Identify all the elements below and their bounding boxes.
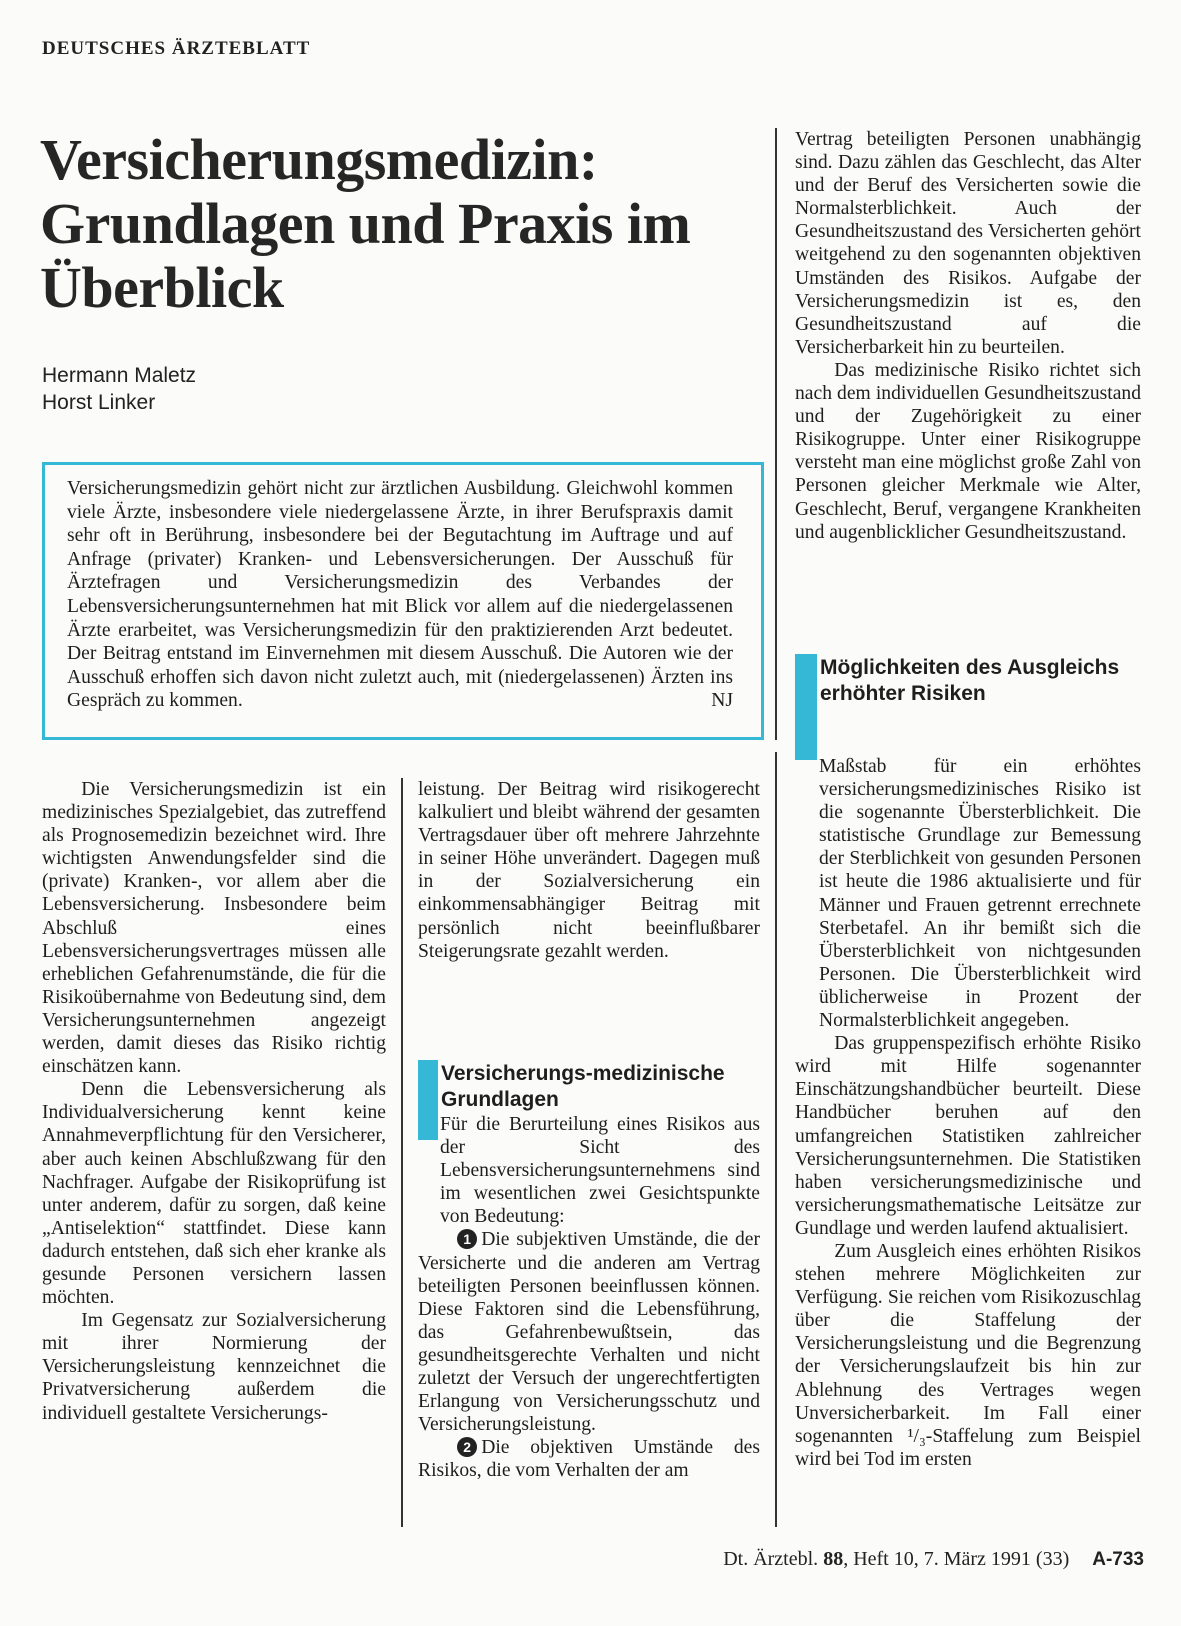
paragraph: Für die Berurteilung eines Risikos aus der Sicht des Lebensversicherungsunternehmens sind im wesentlichen zwei Gesichtspunkte von Bedeutung: <box>440 1114 760 1228</box>
column-rule <box>401 778 403 1527</box>
section-heading: Versicherungs-medizinische Grundlagen <box>441 1062 725 1111</box>
paragraph: leistung. Der Beitrag wird risikogerecht kalkuliert und bleibt während der gesamten Vertragsdauer über oft mehrere Jahrzehnte in seiner Höhe unverändert. Dagegen muß in der Sozialversicherung ein einkommensabhängiger Beitrag mit persönlich nicht beeinflußbarer Steigerungsrate gezahlt werden. <box>418 779 760 962</box>
paragraph: Maßstab für ein erhöhtes versicherungsmedizinisches Risiko ist die sogenannte Übersterblichkeit. Die statistische Grundlage zur Bemessung der Sterblichkeit von gesunden Personen ist heute die 1986 aktualisierte und für Männer und Frauen getrennt errechnete Sterbetafel. An ihr bemißt sich die Übersterblichkeit von nichtgesunden Personen. Die Übersterblichkeit wird üblicherweise in Prozent der Normalsterblichkeit angegeben. <box>819 756 1141 1032</box>
footer-volume: 88 <box>823 1548 844 1570</box>
page-footer <box>660 1548 1144 1571</box>
body-column-2-bottom <box>418 1113 760 1483</box>
abstract-text: Versicherungsmedizin gehört nicht zur ärztlichen Ausbildung. Gleichwohl kommen viele Ärzte, insbesondere viele niedergelassene Ärzte, in ihrer Berufspraxis damit sehr oft in Berührung, insbesondere bei der Begutachtung im Auftrage und auf Anfrage (privater) Kranken- und Lebensversicherungen. Der Ausschuß für Ärztefragen und Versicherungsmedizin des Verbandes der Lebensversicherungsunternehmen hat mit Blick vor allem auf die niedergelassenen Ärzte erarbeitet, was Versicherungsmedizin für den praktizierenden Arzt bedeutet. Der Beitrag entstand im Einvernehmen mit diesem Ausschuß. Die Autoren wie der Ausschuß erhoffen sich davon nicht zuletzt auch, mit (niedergelassenen) Ärzten ins Gespräch zu kommen. <box>67 478 733 712</box>
footer-journal: Dt. Ärztebl. <box>723 1548 819 1570</box>
column-rule <box>775 128 777 740</box>
paragraph: Das medizinische Risiko richtet sich nach dem individuellen Gesundheitszustand und der Zugehörigkeit zu einer Risikogruppe. Unter einer Risikogruppe versteht man eine möglichst große Zahl von Personen gleicher Merkmale wie Alter, Geschlecht, Beruf, vergangene Krankheiten und augenblicklicher Gesundheitszustand. <box>795 359 1141 543</box>
section-heading: Möglichkeiten des Ausgleichs erhöhter Risiken <box>820 656 1120 705</box>
author-name: Horst Linker <box>42 391 156 414</box>
heading-accent-bar <box>795 654 817 760</box>
list-item-text: Die objektiven Umstände des Risikos, die vom Verhalten der am <box>418 1437 760 1482</box>
journal-name: DEUTSCHES ÄRZTEBLATT <box>42 38 311 59</box>
paragraph: Die Versicherungsmedizin ist ein medizinisches Spezialgebiet, das zutreffend als Prognosemedizin bezeichnet wird. Ihre wichtigsten Anwendungsfelder sind die (private) Kranken-, vor allem aber die Lebensversicherung. Insbesondere beim Abschluß eines Lebensversicherungsvertrages müssen alle erheblichen Gefahrenumstände, die für die Risikoübernahme von Bedeutung sind, dem Versicherungsunternehmen angezeigt werden, damit dieses das Risiko richtig einschätzen kann. <box>42 779 386 1078</box>
paragraph: Vertrag beteiligten Personen unabhängig sind. Dazu zählen das Geschlecht, das Alter und der Beruf des Versicherten sowie die Normalsterblichkeit. Auch der Gesundheitszustand des Versicherten gehört weitgehend zu den sogenannten objektiven Umständen des Risikos. Aufgabe der Versicherungsmedizin ist es, den Gesundheitszustand auf die Versicherbarkeit hin zu beurteilen. <box>795 129 1141 358</box>
body-column-3-top <box>795 128 1141 544</box>
list-item <box>418 1436 760 1482</box>
page-number: A-733 <box>1092 1549 1144 1570</box>
list-item-text: Die subjektiven Umstände, die der Versicherte und die anderen am Vertrag beteiligten Personen beeinflussen können. Diese Faktoren sind die Lebensführung, das Gefahrenbewußtsein, das gesundheitsgerechte Verhalten und nicht zuletzt der Versuch der ungerechtfertigten Erlangung von Versicherungsschutz und Versicherungsleistung. <box>418 1229 760 1436</box>
footer-issue: , Heft 10, 7. März 1991 (33) <box>843 1548 1070 1570</box>
paragraph: Zum Ausgleich eines erhöhten Risikos stehen mehrere Möglichkeiten zur Verfügung. Sie reichen vom Risikozuschlag über die Staffelung der Versicherungsleistung und die Begrenzung der Versicherungslaufzeit bis hin zur Ablehnung des Vertrages wegen Unversicherbarkeit. Im Fall einer sogenannten ¹/₃-Staffelung zum Beispiel wird bei Tod im ersten <box>795 1240 1141 1470</box>
paragraph: Das gruppenspezifisch erhöhte Risiko wird mit Hilfe sogenannter Einschätzungshandbücher beurteilt. Diese Handbücher beruhen auf den umfangreichen Statistiken zahlreicher Versicherungsunternehmen. Die Statistiken haben versicherungsmedizinische und versicherungsmathematische Leitsätze zur Gundlage und werden laufend aktualisiert. <box>795 1033 1141 1239</box>
abstract-box <box>42 462 764 740</box>
author-name: Hermann Maletz <box>42 364 197 387</box>
column-rule <box>775 752 777 1527</box>
body-column-2-top <box>418 778 760 963</box>
list-item <box>418 1228 760 1436</box>
body-column-3-bottom <box>795 755 1141 1471</box>
article-title: Versicherungsmedizin: Grundlagen und Praxis im Überblick <box>40 127 691 320</box>
abstract-signature: NJ <box>711 690 733 712</box>
author-list <box>42 362 196 416</box>
paragraph: Denn die Lebensversicherung als Individualversicherung kennt keine Annahmeverpflichtung für den Versicherer, aber auch keinen Abschlußzwang für den Nachfrager. Aufgabe der Risikoprüfung ist unter anderem, dafür zu sorgen, daß keine „Antiselektion“ stattfindet. Diese kann dadurch entstehen, daß sich eher kranke als gesunde Personen versichern lassen möchten. <box>42 1079 386 1309</box>
paragraph: Im Gegensatz zur Sozialversicherung mit ihrer Normierung der Versicherungsleistung kennzeichnet die Privatversicherung außerdem die individuell gestaltete Versicherungs- <box>42 1310 386 1424</box>
number-badge: 2 <box>457 1437 477 1457</box>
number-badge: 1 <box>457 1229 477 1249</box>
body-column-1 <box>42 778 386 1425</box>
